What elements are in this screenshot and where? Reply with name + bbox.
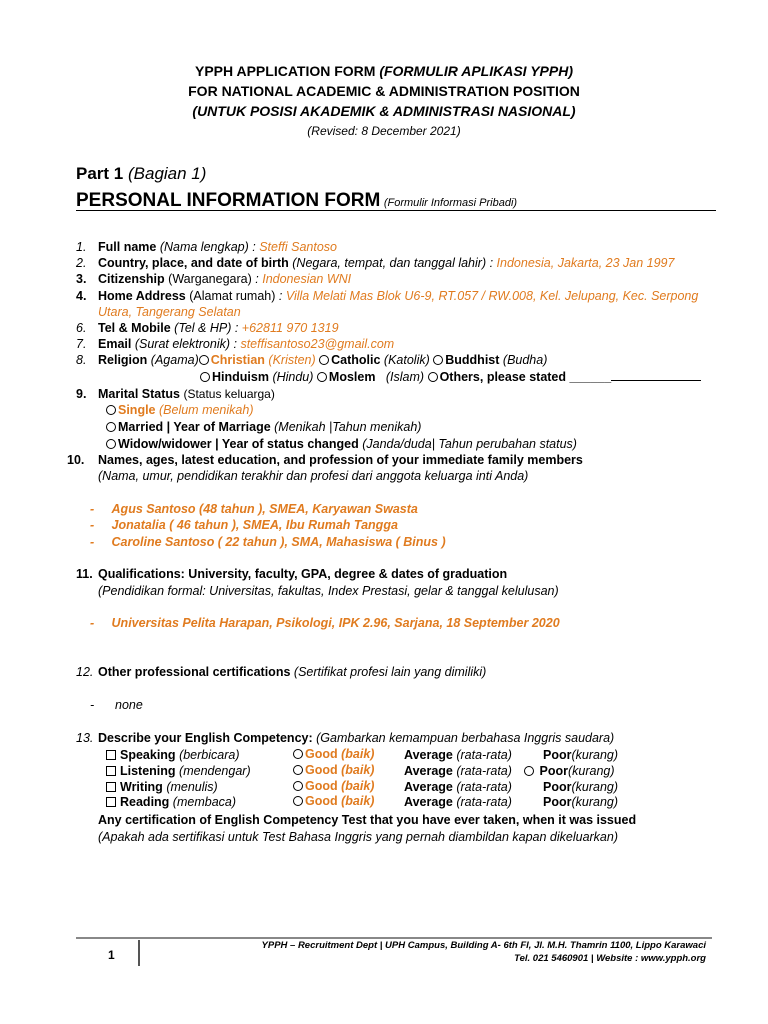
poor-label: Poor [543,780,572,794]
label-id: (Alamat rumah) [189,289,276,303]
average-writing[interactable] [404,780,512,794]
eng-test-label: Any certification of English Competency Test that you have ever taken, when it was issued [98,813,637,827]
skill-label: Speaking [120,748,176,762]
poor-label-id: (kurang) [571,795,619,809]
label: Home Address [98,289,186,303]
radio-others[interactable] [428,372,438,382]
option-married: Married [118,420,164,434]
address-value-line2[interactable]: Utara, Tangerang Selatan [98,305,241,319]
footer-divider [138,940,140,966]
radio-widow[interactable] [106,439,116,449]
poor-label: Poor [539,764,568,778]
label-id: (Status keluarga) [183,387,275,401]
poor-label: Poor [543,795,572,809]
good-label: Good [305,794,338,808]
option-buddhist: Buddhist [445,353,500,367]
item-citizenship [76,272,351,286]
poor-label-id: (kurang) [571,748,619,762]
item-family [67,453,583,467]
form-title [0,63,768,79]
option-hinduism-id: (Hindu) [272,370,314,384]
label-id: (Sertifikat profesi lain yang dimiliki) [293,665,487,679]
birth-value[interactable]: Indonesia, Jakarta, 23 Jan 1997 [496,256,675,270]
family-member-1[interactable]: - Agus Santoso (48 tahun ), SMEA, Karyawan Swasta [90,502,418,516]
radio-moslem[interactable] [317,372,327,382]
radio-poor-listening[interactable] [524,766,534,776]
average-listening[interactable] [404,764,512,778]
item-email [76,337,394,351]
cert-value[interactable]: - none [90,698,143,712]
option-christian-id: (Kristen) [268,353,316,367]
family-member-2-text: Jonatalia ( 46 tahun ), SMEA, Ibu Rumah Tangga [111,518,398,532]
item-number: 12. [76,665,94,679]
full-name-value[interactable]: Steffi Santoso [259,240,338,254]
checkbox-reading[interactable] [106,797,116,807]
widow-year-label: | Year of status changed [215,437,359,451]
family-member-1-text: Agus Santoso (48 tahun ), SMEA, Karyawan Swasta [111,502,418,516]
eng-row-speaking [106,748,240,762]
option-moslem-id: (Islam) [385,370,425,384]
label-id: (Warganegara) [168,272,252,286]
label: Other professional certifications [98,665,291,679]
eng-row-writing [106,780,218,794]
radio-married[interactable] [106,422,116,432]
label-id: (Negara, tempat, dan tanggal lahir) : [292,256,494,270]
label: Names, ages, latest education, and profession of your immediate family members [98,453,583,467]
option-single-id: (Belum menikah) [159,403,254,417]
label: Marital Status [98,387,180,401]
good-label: Good [305,747,338,761]
title-line3: (UNTUK POSISI AKADEMIK & ADMINISTRASI NASIONAL) [192,103,576,119]
skill-label-id: (menulis) [166,780,218,794]
item-number: 3. [76,272,87,286]
label: Describe your English Competency: [98,731,313,745]
item-certifications [76,665,486,679]
revised-date: (Revised: 8 December 2021) [307,124,461,138]
option-hinduism: Hinduism [212,370,269,384]
item-number: 8. [76,353,87,367]
good-label-id: (baik) [341,747,375,761]
married-year-label: | Year of Marriage [166,420,271,434]
option-buddhist-id: (Budha) [502,353,548,367]
item-marital [76,387,275,401]
part-number-id: (Bagian 1) [127,164,207,183]
item-number: 2. [76,256,87,270]
label-id: (Surat elektronik) : [134,337,237,351]
average-label: Average [404,764,453,778]
item-number: 11. [76,567,93,581]
poor-writing[interactable] [543,780,618,794]
option-single: Single [118,403,156,417]
good-label-id: (baik) [341,763,375,777]
family-member-3[interactable]: - Caroline Santoso ( 22 tahun ), SMA, Mahasiswa ( Binus ) [90,535,446,549]
others-input-line[interactable] [611,380,701,381]
skill-label-id: (membaca) [172,795,237,809]
option-christian: Christian [210,353,265,367]
average-label: Average [404,795,453,809]
section-title-id: (Formulir Informasi Pribadi) [383,197,518,209]
average-label: Average [404,748,453,762]
qual-label-id: (Pendidikan formal: Universitas, fakultas, Index Prestasi, gelar & tanggal kelulusan) [98,584,559,598]
item-number: 1. [76,240,87,254]
item-qualifications [76,567,507,581]
skill-label: Reading [120,795,170,809]
option-catholic: Catholic [331,353,381,367]
checkbox-speaking[interactable] [106,750,116,760]
good-label: Good [305,763,338,777]
page-number: 1 [108,948,115,962]
qual-value[interactable]: - Universitas Pelita Harapan, Psikologi, IPK 2.96, Sarjana, 18 September 2020 [90,616,560,630]
option-catholic-id: (Katolik) [383,353,430,367]
citizenship-value[interactable]: Indonesian WNI [262,272,352,286]
eng-row-listening [106,764,251,778]
footer-contact: Tel. 021 5460901 | Website : www.ypph.org [514,953,706,964]
checkbox-listening[interactable] [106,766,116,776]
item-number: 9. [76,387,87,401]
poor-reading[interactable] [543,795,618,809]
average-reading[interactable] [404,795,512,809]
item-full-name [76,240,337,254]
poor-speaking[interactable] [543,748,618,762]
option-moslem: Moslem [328,370,376,384]
part-label [76,164,206,184]
part-number: Part 1 [76,164,124,183]
average-label-id: (rata-rata) [456,764,512,778]
average-label-id: (rata-rata) [456,780,512,794]
good-reading [293,794,374,808]
good-speaking [293,747,374,761]
item-address [76,289,698,303]
religion-row2 [200,370,701,384]
radio-good-reading[interactable] [293,796,303,806]
qual-value-text: Universitas Pelita Harapan, Psikologi, IPK 2.96, Sarjana, 18 September 2020 [111,616,560,630]
average-label: Average [404,780,453,794]
label: Country, place, and date of birth [98,256,289,270]
good-label-id: (baik) [341,779,375,793]
label-id: (Nama lengkap) : [159,240,256,254]
poor-label: Poor [543,748,572,762]
good-listening [293,763,374,777]
item-number: 10. [67,453,85,467]
poor-listening [524,764,615,778]
radio-good-speaking[interactable] [293,749,303,759]
eng-test-label-id: (Apakah ada sertifikasi untuk Test Bahasa Inggris yang pernah diambildan kapan dikeluarkan) [98,830,618,844]
item-religion [76,353,547,367]
option-others: Others, please stated ______ [439,370,612,384]
label-id: (Tel & HP) : [174,321,239,335]
label: Religion [98,353,148,367]
radio-good-listening[interactable] [293,765,303,775]
label: Email [98,337,132,351]
label-id: (Agama) [150,353,199,367]
radio-catholic[interactable] [319,355,329,365]
section-title-en: PERSONAL INFORMATION FORM [76,190,381,211]
checkbox-writing[interactable] [106,782,116,792]
option-married-id: (Menikah |Tahun menikah) [274,420,422,434]
label-id: (Gambarkan kemampuan berbahasa Inggris saudara) [316,731,615,745]
poor-label-id: (kurang) [567,764,615,778]
label: Full name [98,240,157,254]
option-widow-id: (Janda/duda| Tahun perubahan status) [362,437,577,451]
good-label: Good [305,779,338,793]
title-id: (FORMULIR APLIKASI YPPH) [379,63,573,79]
skill-label: Listening [120,764,176,778]
radio-buddhist[interactable] [433,355,443,365]
footer-address: YPPH – Recruitment Dept | UPH Campus, Building A- 6th Fl, Jl. M.H. Thamrin 1100, Lippo Karawaci [261,940,706,951]
item-birth [76,256,674,270]
item-number: 6. [76,321,87,335]
radio-good-writing[interactable] [293,781,303,791]
family-label-id: (Nama, umur, pendidikan terakhir dan profesi dari anggota keluarga inti Anda) [98,469,529,483]
average-label-id: (rata-rata) [456,748,512,762]
radio-hinduism[interactable] [200,372,210,382]
skill-label-id: (berbicara) [179,748,240,762]
family-member-2[interactable]: - Jonatalia ( 46 tahun ), SMEA, Ibu Rumah Tangga [90,518,398,532]
title-en: YPPH APPLICATION FORM [194,63,376,79]
marital-married [106,420,421,434]
label: Citizenship [98,272,165,286]
title-line2: FOR NATIONAL ACADEMIC & ADMINISTRATION POSITION [188,83,580,99]
address-value-line1[interactable]: Villa Melati Mas Blok U6-9, RT.057 / RW.008, Kel. Jelupang, Kec. Serpong [285,289,699,303]
skill-label: Writing [120,780,163,794]
label: Tel & Mobile [98,321,171,335]
poor-label-id: (kurang) [571,780,619,794]
email-value[interactable]: steffisantoso23@gmail.com [240,337,395,351]
item-number: 13. [76,731,94,745]
cert-value-text: none [115,698,143,712]
tel-value[interactable]: +62811 970 1319 [241,321,339,335]
colon: : [278,289,283,303]
average-speaking[interactable] [404,748,512,762]
radio-christian[interactable] [199,355,209,365]
item-number: 7. [76,337,87,351]
marital-widow [106,437,577,451]
eng-row-reading [106,795,236,809]
label: Qualifications: University, faculty, GPA, degree & dates of graduation [98,567,508,581]
option-widow: Widow/widower [118,437,212,451]
good-label-id: (baik) [341,794,375,808]
section-title [76,190,716,211]
item-tel [76,321,339,335]
radio-single[interactable] [106,405,116,415]
average-label-id: (rata-rata) [456,795,512,809]
good-writing [293,779,374,793]
item-number: 4. [76,289,87,303]
item-english [76,731,614,745]
colon: : [255,272,259,286]
family-member-3-text: Caroline Santoso ( 22 tahun ), SMA, Mahasiswa ( Binus ) [111,535,446,549]
skill-label-id: (mendengar) [179,764,251,778]
marital-single [106,403,253,417]
footer-rule [76,937,712,939]
